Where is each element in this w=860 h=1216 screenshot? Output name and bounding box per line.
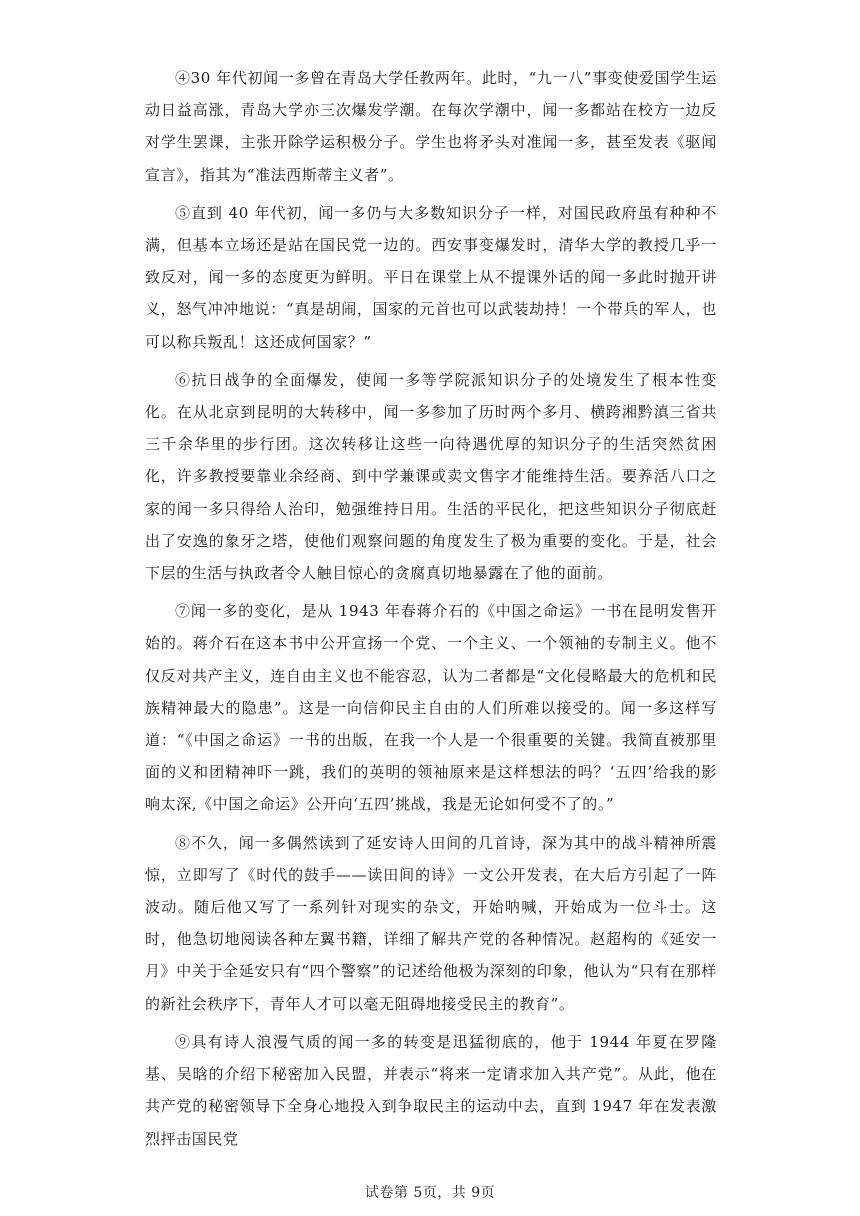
paragraph-5: ⑤直到 40 年代初，闻一多仍与大多数知识分子一样，对国民政府虽有种种不满，但基本立场还是站在国民党一边的。西安事变爆发时，清华大学的教授几乎一致反对，闻一多的态度更为鲜明。平日在课堂上从不提课外话的闻一多此时抛开讲义，怒气冲冲地说：“真是胡闹，国家的元首也可以武装劫持！一个带兵的军人，也可以称兵叛乱！这还成何国家？” <box>145 203 717 351</box>
paragraph-6: ⑥抗日战争的全面爆发，使闻一多等学院派知识分子的处境发生了根本性变化。在从北京到昆明的大转移中，闻一多参加了历时两个多月、横跨湘黔滇三省共三千余华里的步行团。这次转移让这些一向待遇优厚的知识分子的生活突然贫困化，许多教授要靠业余经商、到中学兼课或卖文售字才能维持生活。要养活八口之家的闻一多只得给人治印，勉强维持日用。生活的平民化，把这些知识分子彻底赶出了安逸的象牙之塔，使他们观察问题的角度发生了极为重要的变化。于是，社会下层的生活与执政者令人触目惊心的贪腐真切地暴露在了他的面前。 <box>145 370 717 583</box>
page-footer: 试卷第 5页，共 9页 <box>364 1185 496 1201</box>
document-body <box>145 62 717 1161</box>
paragraph-4: ④30 年代初闻一多曾在青岛大学任教两年。此时，“九一八”事变使爱国学生运动日益高涨，青岛大学亦三次爆发学潮。在每次学潮中，闻一多都站在校方一边反对学生罢课，主张开除学运积极分子。学生也将矛头对准闻一多，甚至发表《驱闻宣言》，指其为“准法西斯蒂主义者”。 <box>145 69 717 184</box>
paragraph-9: ⑨具有诗人浪漫气质的闻一多的转变是迅猛彻底的，他于 1944 年夏在罗隆基、吴晗的介绍下秘密加入民盟，并表示“将来一定请求加入共产党”。从此，他在共产党的秘密领导下全身心地投入到争取民主的运动中去，直到 1947 年在发表激烈抨击国民党 <box>145 1032 717 1148</box>
paragraph-8: ⑧不久，闻一多偶然读到了延安诗人田间的几首诗，深为其中的战斗精神所震惊，立即写了《时代的鼓手——读田间的诗》一文公开发表，在大后方引起了一阵波动。随后他又写了一系列针对现实的杂文，开始呐喊，开始成为一位斗士。这时，他急切地阅读各种左翼书籍，详细了解共产党的各种情况。赵超构的《延安一月》中关于全延安只有“四个警察”的记述给他极为深刻的印象，他认为“只有在那样的新社会秩序下，青年人才可以毫无阻碍地接受民主的教育”。 <box>145 833 717 1013</box>
paragraph-7: ⑦闻一多的变化，是从 1943 年春蒋介石的《中国之命运》一书在昆明发售开始的。蒋介石在这本书中公开宣扬一个党、一个主义、一个领袖的专制主义。他不仅反对共产主义，连自由主义也不能容忍，认为二者都是“文化侵略最大的危机和民族精神最大的隐患”。这是一向信仰民主自由的人们所难以接受的。闻一多这样写道：“《中国之命运》一书的出版，在我一个人是一个很重要的关键。我简直被那里面的义和团精神吓一跳，我们的英明的领袖原来是这样想法的吗？‘五四’给我的影响太深,《中国之命运》公开向‘五四’挑战，我是无论如何受不了的。” <box>145 602 717 814</box>
